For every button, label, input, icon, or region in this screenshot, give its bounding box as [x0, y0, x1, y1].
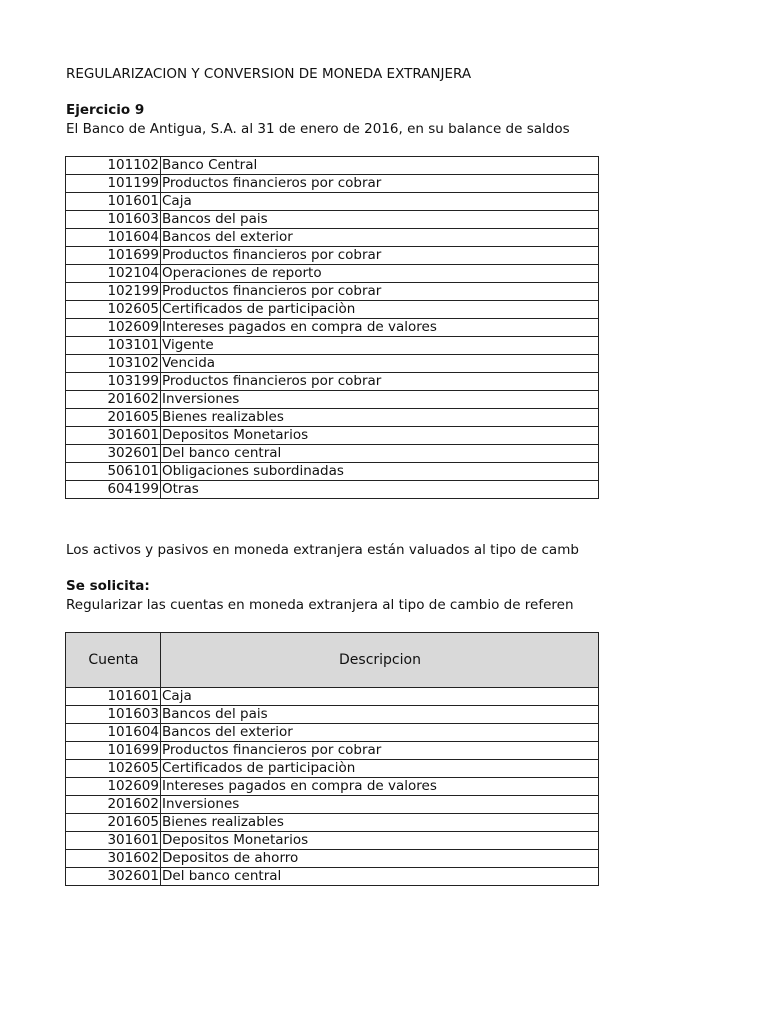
account-code: 102605: [66, 760, 161, 778]
account-code: 101601: [66, 688, 161, 706]
account-description: Caja: [161, 193, 599, 211]
table-row: [66, 247, 599, 265]
table-row: [66, 283, 599, 301]
account-description: Productos financieros por cobrar: [161, 373, 599, 391]
account-description: Bienes realizables: [161, 814, 599, 832]
account-code: 101603: [66, 706, 161, 724]
account-description: Depositos Monetarios: [161, 427, 599, 445]
account-description: Vigente: [161, 337, 599, 355]
header-cuenta: Cuenta: [66, 633, 161, 688]
table-row: [66, 778, 599, 796]
table-row: [66, 157, 599, 175]
table-row: [66, 193, 599, 211]
account-description: Bancos del exterior: [161, 229, 599, 247]
table-row: [66, 868, 599, 886]
table-row: [66, 814, 599, 832]
account-description: Bienes realizables: [161, 409, 599, 427]
account-description: Caja: [161, 688, 599, 706]
account-code: 101603: [66, 211, 161, 229]
table-row: [66, 850, 599, 868]
account-description: Certificados de participaciòn: [161, 760, 599, 778]
table-row: [66, 355, 599, 373]
account-description: Bancos del exterior: [161, 724, 599, 742]
account-code: 101102: [66, 157, 161, 175]
table-row: [66, 409, 599, 427]
table-row: [66, 760, 599, 778]
account-description: Inversiones: [161, 391, 599, 409]
account-description: Intereses pagados en compra de valores: [161, 319, 599, 337]
account-code: 302601: [66, 868, 161, 886]
table-row: [66, 427, 599, 445]
account-description: Intereses pagados en compra de valores: [161, 778, 599, 796]
account-code: 101699: [66, 247, 161, 265]
account-description: Vencida: [161, 355, 599, 373]
table-row: [66, 319, 599, 337]
table-row: [66, 481, 599, 499]
accounts-table: [65, 156, 599, 499]
table-row: [66, 463, 599, 481]
table-row: [66, 391, 599, 409]
account-description: Del banco central: [161, 445, 599, 463]
account-description: Bancos del pais: [161, 706, 599, 724]
account-code: 201605: [66, 409, 161, 427]
table-row: [66, 175, 599, 193]
account-code: 101199: [66, 175, 161, 193]
account-code: 302601: [66, 445, 161, 463]
account-description: Certificados de participaciòn: [161, 301, 599, 319]
account-code: 101699: [66, 742, 161, 760]
intro-text: El Banco de Antigua, S.A. al 31 de enero de 2016, en su balance de saldos: [66, 121, 570, 137]
table-header-row: [66, 633, 599, 688]
table-row: [66, 724, 599, 742]
document-title: REGULARIZACION Y CONVERSION DE MONEDA EXTRANJERA: [66, 66, 472, 82]
account-code: 301601: [66, 427, 161, 445]
account-description: Obligaciones subordinadas: [161, 463, 599, 481]
account-description: Productos financieros por cobrar: [161, 283, 599, 301]
account-description: Productos financieros por cobrar: [161, 247, 599, 265]
account-description: Productos financieros por cobrar: [161, 742, 599, 760]
account-code: 604199: [66, 481, 161, 499]
account-code: 102199: [66, 283, 161, 301]
account-code: 103101: [66, 337, 161, 355]
account-code: 102605: [66, 301, 161, 319]
account-code: 201602: [66, 796, 161, 814]
valuation-text: Los activos y pasivos en moneda extranjera están valuados al tipo de camb: [66, 542, 579, 558]
account-code: 201605: [66, 814, 161, 832]
account-description: Otras: [161, 481, 599, 499]
table-row: [66, 796, 599, 814]
account-code: 101601: [66, 193, 161, 211]
account-code: 102609: [66, 778, 161, 796]
table-row: [66, 706, 599, 724]
table-row: [66, 742, 599, 760]
table-row: [66, 337, 599, 355]
table-row: [66, 445, 599, 463]
table-row: [66, 373, 599, 391]
account-description: Bancos del pais: [161, 211, 599, 229]
account-code: 101604: [66, 724, 161, 742]
account-code: 301602: [66, 850, 161, 868]
account-code: 201602: [66, 391, 161, 409]
table-row: [66, 832, 599, 850]
account-code: 101604: [66, 229, 161, 247]
account-code: 103199: [66, 373, 161, 391]
account-code: 102104: [66, 265, 161, 283]
header-descripcion: Descripcion: [161, 633, 599, 688]
account-description: Depositos Monetarios: [161, 832, 599, 850]
account-description: Depositos de ahorro: [161, 850, 599, 868]
account-description: Del banco central: [161, 868, 599, 886]
account-description: Operaciones de reporto: [161, 265, 599, 283]
exercise-label: Ejercicio 9: [66, 102, 145, 118]
account-code: 301601: [66, 832, 161, 850]
account-code: 103102: [66, 355, 161, 373]
request-text: Regularizar las cuentas en moneda extranjera al tipo de cambio de referen: [66, 597, 574, 613]
table-row: [66, 211, 599, 229]
account-description: Banco Central: [161, 157, 599, 175]
account-description: Productos financieros por cobrar: [161, 175, 599, 193]
regularization-table: [65, 632, 599, 886]
account-code: 506101: [66, 463, 161, 481]
request-label: Se solicita:: [66, 578, 150, 594]
table-row: [66, 301, 599, 319]
table-row: [66, 229, 599, 247]
table-row: [66, 265, 599, 283]
table-row: [66, 688, 599, 706]
account-description: Inversiones: [161, 796, 599, 814]
account-code: 102609: [66, 319, 161, 337]
